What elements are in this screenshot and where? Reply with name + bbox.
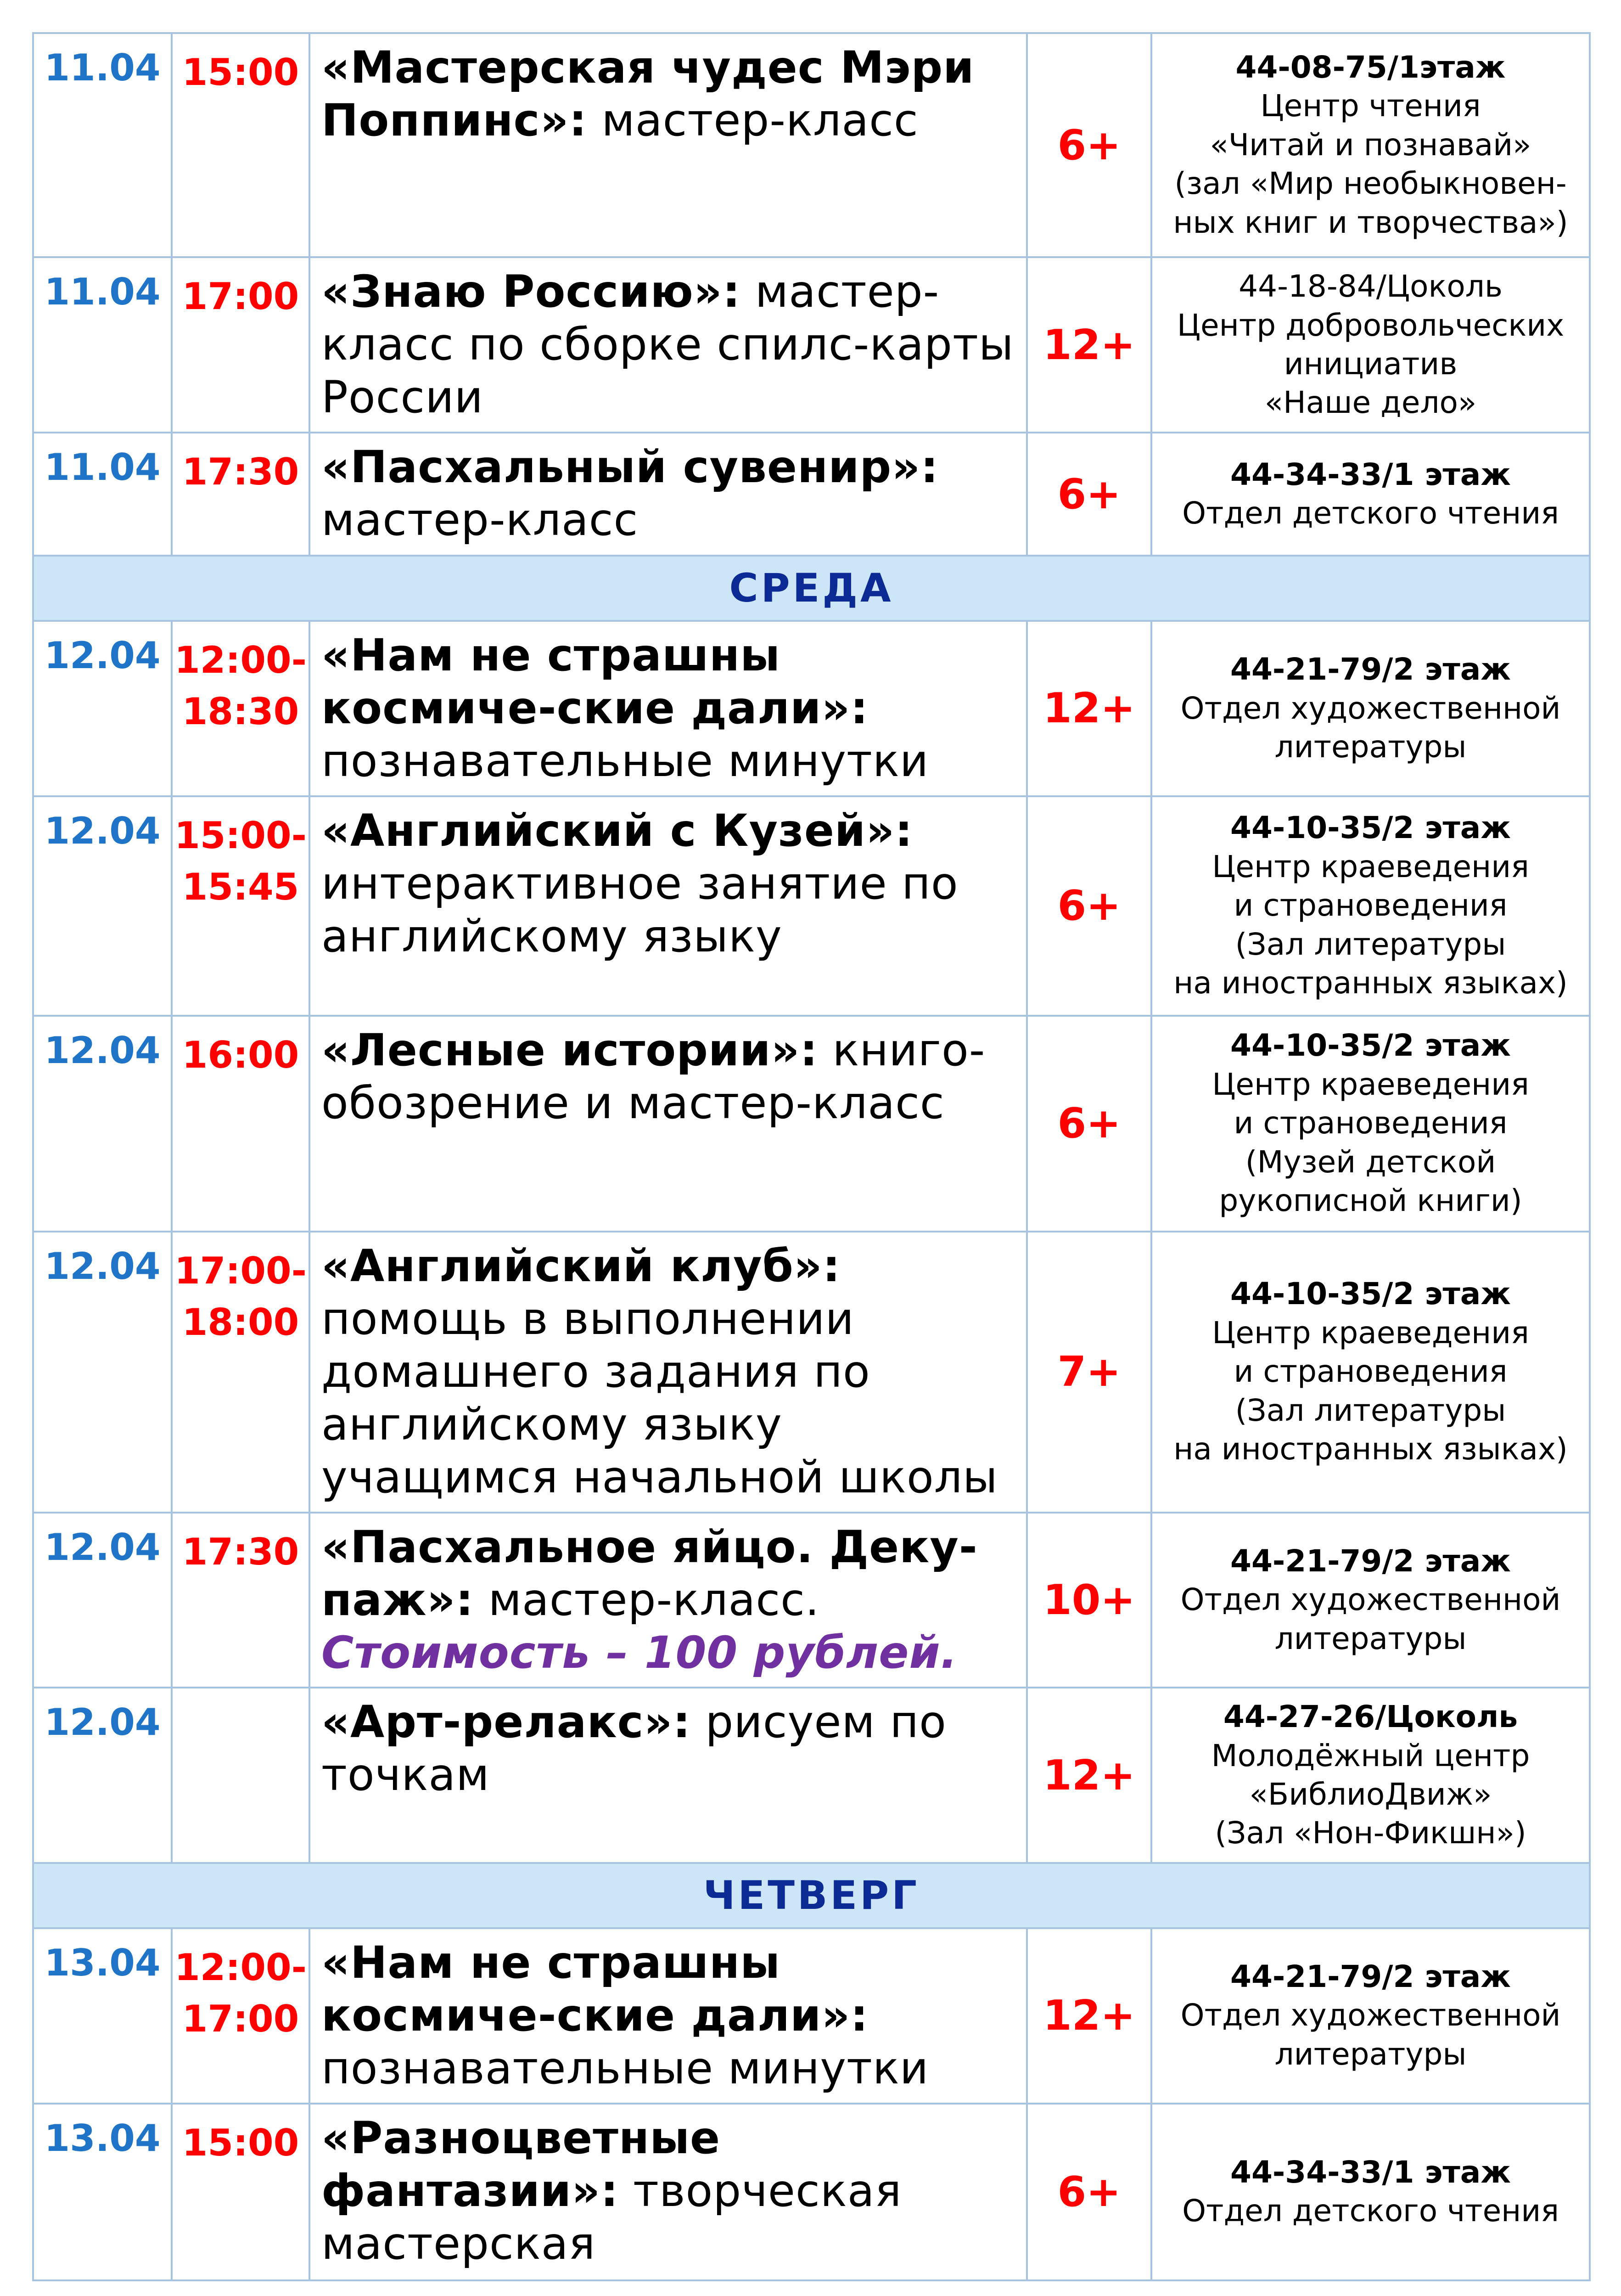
schedule-table	[32, 32, 1591, 2281]
event-title-bold: «Пасхальный сувенир»:	[321, 441, 939, 493]
location-line: Центр краеведения	[1212, 849, 1529, 884]
event-time-line: 16:00	[182, 1033, 299, 1076]
event-title-bold: «Лесные истории»:	[321, 1024, 818, 1076]
age-rating: 6+	[1027, 33, 1151, 257]
location-phone: 44-08-75/1этаж	[1235, 49, 1506, 85]
event-row	[33, 1688, 1590, 1863]
age-rating: 12+	[1027, 621, 1151, 796]
event-row	[33, 621, 1590, 796]
event-location	[1151, 621, 1590, 796]
event-location	[1151, 433, 1590, 556]
event-title-description: мастер-класс по сборке спилс-карты России	[321, 266, 1014, 423]
event-row	[33, 1016, 1590, 1232]
day-header-row	[33, 556, 1590, 621]
location-phone: 44-10-35/2 этаж	[1230, 1028, 1511, 1064]
event-time	[172, 621, 309, 796]
event-title-bold: «Нам не страшны космиче-ские дали»:	[321, 630, 869, 734]
event-time-line: 17:00-	[174, 1249, 307, 1292]
location-line: «Наше дело»	[1264, 385, 1477, 421]
location-line: Молодёжный центр	[1211, 1738, 1530, 1773]
event-time-line: 15:00-	[174, 814, 307, 857]
location-phone: 44-27-26/Цоколь	[1223, 1699, 1518, 1735]
event-title	[309, 1513, 1027, 1688]
event-time-line: 18:00	[182, 1300, 299, 1344]
event-title-description: книго-обозрение и мастер-класс	[321, 1024, 986, 1129]
event-title-bold: «Мастерская чудес Мэри Поппинс»:	[321, 42, 975, 146]
location-line: Отдел художественной	[1180, 1582, 1561, 1618]
age-rating: 7+	[1027, 1232, 1151, 1513]
location-line: на иностранных языках)	[1173, 965, 1568, 1001]
event-title-description: помощь в выполнении домашнего задания по английскому языку учащимся начальной школы	[321, 1293, 998, 1503]
event-time	[172, 433, 309, 556]
event-title	[309, 2104, 1027, 2280]
event-location	[1151, 1016, 1590, 1232]
event-date: 12.04	[33, 1688, 172, 1863]
event-location	[1151, 1928, 1590, 2104]
event-time	[172, 33, 309, 257]
event-date: 11.04	[33, 433, 172, 556]
event-title-bold: «Арт-релакс»:	[321, 1696, 691, 1748]
day-header-row	[33, 1863, 1590, 1928]
location-line: «БиблиоДвиж»	[1249, 1777, 1492, 1812]
age-rating: 10+	[1027, 1513, 1151, 1688]
event-location	[1151, 796, 1590, 1016]
day-header: ЧЕТВЕРГ	[33, 1863, 1590, 1928]
event-title-description: рисуем по точкам	[321, 1696, 947, 1801]
event-time-line: 15:00	[182, 2121, 299, 2164]
location-line: (Музей детской	[1245, 1144, 1496, 1180]
location-line: на иностранных языках)	[1173, 1431, 1568, 1467]
location-line: (Зал «Нон-Фикшн»)	[1215, 1815, 1526, 1851]
schedule-body	[33, 33, 1590, 2280]
event-time-line: 17:00	[182, 275, 299, 318]
event-date: 12.04	[33, 796, 172, 1016]
event-title	[309, 433, 1027, 556]
event-title-description: мастер-класс	[321, 494, 639, 546]
location-line: Центр краеведения	[1212, 1315, 1529, 1351]
event-time-line: 17:30	[182, 1530, 299, 1573]
event-title-description: мастер-класс	[587, 95, 919, 146]
event-title	[309, 621, 1027, 796]
location-phone: 44-21-79/2 этаж	[1230, 1543, 1511, 1579]
event-row	[33, 2104, 1590, 2280]
event-time-line: 12:00-	[174, 1946, 307, 1989]
event-time	[172, 1688, 309, 1863]
day-header: СРЕДА	[33, 556, 1590, 621]
location-line: Центр добровольческих	[1177, 307, 1565, 343]
location-line: Отдел детского чтения	[1182, 495, 1559, 531]
age-rating: 6+	[1027, 1016, 1151, 1232]
event-date: 12.04	[33, 1016, 172, 1232]
event-title	[309, 33, 1027, 257]
event-time-line: 15:00	[182, 51, 299, 94]
event-title-bold: «Знаю Россию»:	[321, 266, 741, 317]
location-phone: 44-10-35/2 этаж	[1230, 810, 1511, 846]
event-row	[33, 1232, 1590, 1513]
event-title-bold: «Английский клуб»:	[321, 1240, 841, 1292]
event-date: 11.04	[33, 33, 172, 257]
age-rating: 12+	[1027, 1688, 1151, 1863]
event-title	[309, 1688, 1027, 1863]
location-phone: 44-21-79/2 этаж	[1230, 652, 1511, 687]
event-title-description: познавательные минутки	[321, 2043, 929, 2094]
event-time	[172, 1016, 309, 1232]
event-time	[172, 2104, 309, 2280]
event-title-description: интерактивное занятие по английскому языку	[321, 857, 959, 962]
event-date: 12.04	[33, 1513, 172, 1688]
event-row	[33, 33, 1590, 257]
event-time	[172, 257, 309, 433]
event-location	[1151, 1232, 1590, 1513]
event-title-bold: «Нам не страшны космиче-ские дали»:	[321, 1936, 869, 2042]
location-line: (зал «Мир необыкновен-	[1174, 166, 1567, 202]
event-title	[309, 796, 1027, 1016]
age-rating: 6+	[1027, 2104, 1151, 2280]
event-title-description: познавательные минутки	[321, 735, 929, 787]
event-location	[1151, 33, 1590, 257]
location-line: литературы	[1274, 729, 1467, 765]
event-location	[1151, 1688, 1590, 1863]
event-title	[309, 1928, 1027, 2104]
location-line: Отдел художественной	[1180, 1998, 1561, 2033]
age-rating: 12+	[1027, 257, 1151, 433]
age-rating: 6+	[1027, 433, 1151, 556]
event-time	[172, 1928, 309, 2104]
event-location	[1151, 1513, 1590, 1688]
location-line: рукописной книги)	[1219, 1183, 1522, 1219]
event-row	[33, 257, 1590, 433]
event-price: Стоимость – 100 рублей.	[321, 1626, 958, 1678]
event-date: 13.04	[33, 2104, 172, 2280]
age-rating: 12+	[1027, 1928, 1151, 2104]
event-date: 11.04	[33, 257, 172, 433]
location-phone: 44-34-33/1 этаж	[1230, 456, 1511, 492]
location-phone: 44-18-84/Цоколь	[1239, 269, 1503, 304]
event-title	[309, 1232, 1027, 1513]
event-time-line: 15:45	[182, 865, 299, 908]
event-date: 12.04	[33, 1232, 172, 1513]
location-line: Центр чтения	[1260, 88, 1481, 124]
location-line: и страноведения	[1234, 1105, 1508, 1141]
location-line: (Зал литературы	[1235, 1392, 1506, 1428]
age-rating: 6+	[1027, 796, 1151, 1016]
location-line: и страноведения	[1234, 888, 1508, 923]
event-title-bold: «Пасхальное яйцо. Деку-паж»:	[321, 1521, 978, 1626]
event-date: 12.04	[33, 621, 172, 796]
location-phone: 44-21-79/2 этаж	[1230, 1959, 1511, 1995]
event-row	[33, 1513, 1590, 1688]
event-date: 13.04	[33, 1928, 172, 2104]
location-line: Отдел детского чтения	[1182, 2193, 1559, 2228]
location-line: литературы	[1274, 1621, 1467, 1656]
event-time	[172, 1513, 309, 1688]
event-location	[1151, 257, 1590, 433]
location-line: Центр краеведения	[1212, 1066, 1529, 1102]
location-phone: 44-10-35/2 этаж	[1230, 1276, 1511, 1312]
event-time	[172, 1232, 309, 1513]
location-line: литературы	[1274, 2036, 1467, 2072]
event-row	[33, 433, 1590, 556]
event-time-line: 18:30	[182, 690, 299, 733]
location-line: инициатив	[1284, 346, 1458, 382]
location-line: и страноведения	[1234, 1354, 1508, 1390]
location-phone: 44-34-33/1 этаж	[1230, 2154, 1511, 2190]
location-line: ных книг и творчества»)	[1173, 204, 1568, 240]
location-line: (Зал литературы	[1235, 926, 1506, 962]
event-time	[172, 796, 309, 1016]
event-title	[309, 1016, 1027, 1232]
event-row	[33, 796, 1590, 1016]
event-title-description: творческая мастерская	[321, 2165, 902, 2269]
event-location	[1151, 2104, 1590, 2280]
event-title-bold: «Английский с Кузей»:	[321, 805, 913, 856]
location-line: Отдел художественной	[1180, 690, 1561, 726]
location-line: «Читай и познавай»	[1210, 127, 1531, 163]
event-title-bold: «Разноцветные фантазии»:	[321, 2112, 721, 2217]
event-time-line: 17:00	[182, 1997, 299, 2040]
event-time-line: 17:30	[182, 450, 299, 493]
event-time-line: 12:00-	[174, 639, 307, 681]
event-title	[309, 257, 1027, 433]
event-row	[33, 1928, 1590, 2104]
event-title-description: мастер-класс.	[474, 1574, 820, 1626]
